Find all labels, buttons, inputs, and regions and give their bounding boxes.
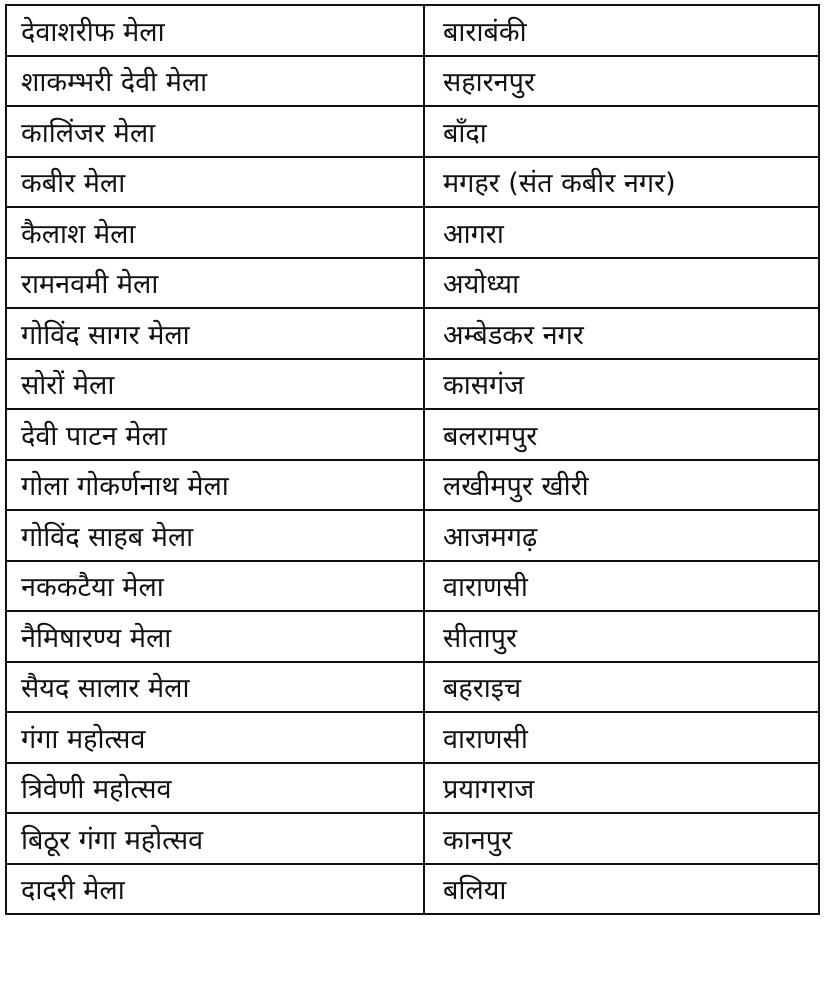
table-row — [6, 561, 819, 612]
table-row — [6, 712, 819, 763]
table-row — [6, 308, 819, 359]
table-row — [6, 611, 819, 662]
fair-location-cell: कासगंज — [424, 359, 819, 410]
fair-location-cell: बाराबंकी — [424, 5, 819, 56]
table-row — [6, 258, 819, 309]
fair-location-cell: अम्बेडकर नगर — [424, 308, 819, 359]
fair-name-cell: कबीर मेला — [6, 157, 424, 208]
table-row — [6, 106, 819, 157]
fair-name-cell: सोरों मेला — [6, 359, 424, 410]
table-row — [6, 5, 819, 56]
fair-location-cell: बहराइच — [424, 662, 819, 713]
fair-location-cell: बाँदा — [424, 106, 819, 157]
table-row — [6, 409, 819, 460]
table-row — [6, 207, 819, 258]
fair-location-cell: वाराणसी — [424, 561, 819, 612]
fair-location-cell: प्रयागराज — [424, 763, 819, 814]
fair-location-cell: सहारनपुर — [424, 56, 819, 107]
table-row — [6, 662, 819, 713]
fair-location-cell: आजमगढ़ — [424, 510, 819, 561]
fair-name-cell: गोविंद साहब मेला — [6, 510, 424, 561]
fair-name-cell: गोविंद सागर मेला — [6, 308, 424, 359]
table-row — [6, 763, 819, 814]
fairs-table-body — [6, 5, 819, 914]
table-row — [6, 864, 819, 915]
fairs-table-container — [5, 4, 818, 915]
fair-name-cell: नैमिषारण्य मेला — [6, 611, 424, 662]
fair-location-cell: अयोध्या — [424, 258, 819, 309]
fair-location-cell: वाराणसी — [424, 712, 819, 763]
fair-name-cell: दादरी मेला — [6, 864, 424, 915]
table-row — [6, 510, 819, 561]
fair-name-cell: नककटैया मेला — [6, 561, 424, 612]
fair-name-cell: शाकम्भरी देवी मेला — [6, 56, 424, 107]
fair-location-cell: आगरा — [424, 207, 819, 258]
fair-name-cell: गंगा महोत्सव — [6, 712, 424, 763]
fair-location-cell: लखीमपुर खीरी — [424, 460, 819, 511]
table-row — [6, 359, 819, 410]
fair-location-cell: बलरामपुर — [424, 409, 819, 460]
fair-name-cell: कैलाश मेला — [6, 207, 424, 258]
fairs-table — [5, 4, 820, 915]
table-row — [6, 813, 819, 864]
fair-name-cell: रामनवमी मेला — [6, 258, 424, 309]
fair-location-cell: सीतापुर — [424, 611, 819, 662]
fair-location-cell: मगहर (संत कबीर नगर) — [424, 157, 819, 208]
fair-name-cell: बिठूर गंगा महोत्सव — [6, 813, 424, 864]
table-row — [6, 157, 819, 208]
fair-location-cell: कानपुर — [424, 813, 819, 864]
fair-name-cell: देवाशरीफ मेला — [6, 5, 424, 56]
fair-name-cell: गोला गोकर्णनाथ मेला — [6, 460, 424, 511]
fair-name-cell: सैयद सालार मेला — [6, 662, 424, 713]
fair-name-cell: त्रिवेणी महोत्सव — [6, 763, 424, 814]
fair-name-cell: कालिंजर मेला — [6, 106, 424, 157]
table-row — [6, 460, 819, 511]
fair-name-cell: देवी पाटन मेला — [6, 409, 424, 460]
table-row — [6, 56, 819, 107]
fair-location-cell: बलिया — [424, 864, 819, 915]
